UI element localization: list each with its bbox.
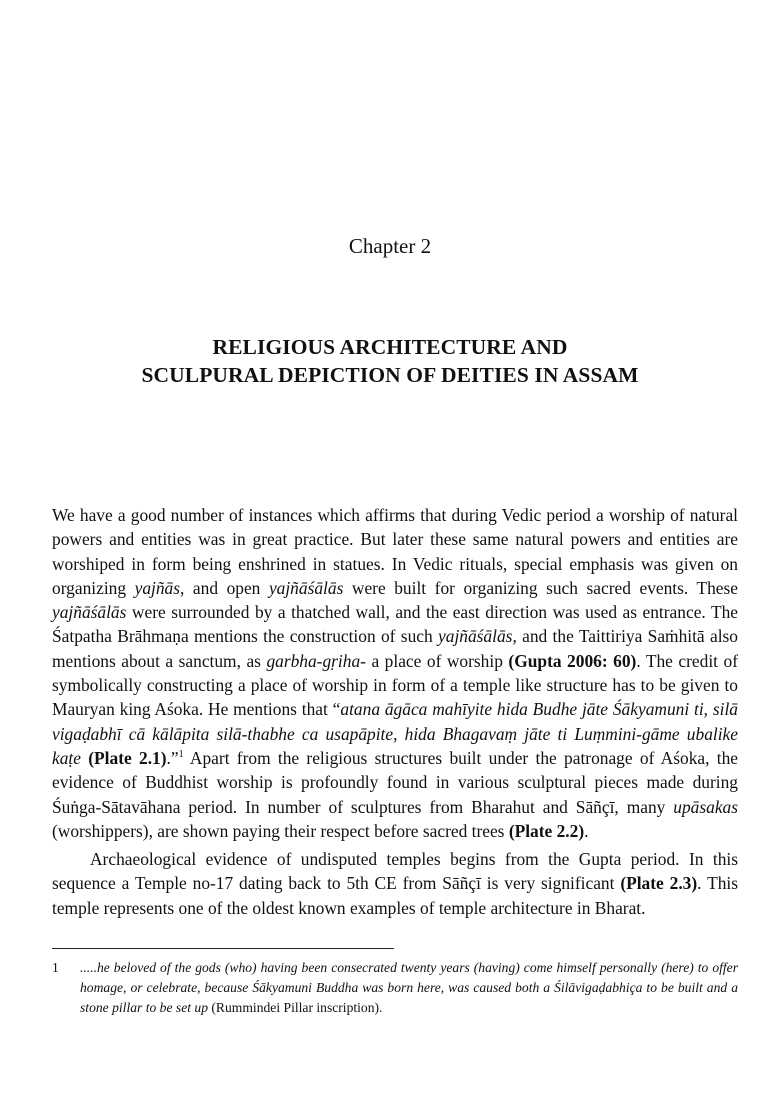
italic-term: yajñāśālās bbox=[268, 577, 344, 598]
footnote bbox=[52, 958, 738, 1018]
italic-term: yajñās bbox=[134, 577, 181, 598]
text-run: a place of worship bbox=[365, 650, 509, 671]
text-run: .” bbox=[166, 747, 179, 768]
text-run: . bbox=[584, 820, 589, 841]
italic-term: yajñāśālās bbox=[438, 626, 513, 647]
text-run: . The credit of symbolically constructing a place of worship in form of a temple like structure has to be given to Mauryan king Aśoka. He mentions that “ bbox=[52, 650, 738, 720]
text-run: , and the Taittiriya Saṁhitā also mentions about a sanctum, as bbox=[52, 626, 738, 671]
text-run: We have a good number of instances which affirms that during Vedic period a worship of natural powers and entities was in great practice. But later these same natural powers and entities are worshiped in form being enshrined in statues. In Vedic rituals, special emphasis was given on organizing bbox=[52, 505, 738, 598]
footnote-italic: .....he beloved of the gods (who) having been consecrated twenty years (having) come himself personally (here) to offer homage, or celebrate, because Śākyamuni Buddha was born here, was caused both a Śilāvigaḍabhiça to be built and a stone pillar to be set up bbox=[80, 960, 738, 1015]
text-run: Apart from the religious structures built under the patronage of Aśoka, the evidence of Buddhist worship is profoundly found in various sculptural pieces made during Śuṅga-Sātavāhana period. In number of sculptures from Bharahut and Sāñçī, many bbox=[52, 747, 738, 817]
text-run: . This temple represents one of the oldest known examples of temple architecture in Bharat. bbox=[52, 873, 738, 918]
footnote-divider bbox=[52, 948, 394, 949]
footnote-text bbox=[80, 958, 738, 1018]
text-run: Archaeological evidence of undisputed temples begins from the Gupta period. In this sequence a Temple no-17 dating back to 5th CE from Sāñçī is very significant bbox=[52, 849, 738, 894]
italic-term: upāsakas bbox=[673, 796, 738, 817]
title-line-1: RELIGIOUS ARCHITECTURE AND bbox=[212, 335, 568, 359]
title-line-2: SCULPURAL DEPICTION OF DEITIES IN ASSAM bbox=[141, 363, 639, 387]
italic-term: garbha-gṛiha- bbox=[266, 650, 366, 671]
paragraph-2 bbox=[52, 847, 738, 920]
text-run: were built for organizing such sacred events. These bbox=[343, 577, 739, 598]
plate-reference: (Plate 2.3) bbox=[620, 873, 698, 894]
paragraph-1 bbox=[52, 503, 738, 843]
chapter-label: Chapter 2 bbox=[348, 234, 432, 258]
chapter-title bbox=[60, 333, 720, 389]
inscription-quote: atana āgāca mahīyite hida Budhe jāte Śākyamuni ti, silā vigaḍabhī cā kālāpita silā-thabhe ca usapāpite, hida Bhagavaṃ jāte ti Luṃmini-gāme ubalike kaṭe bbox=[52, 699, 738, 768]
body-text bbox=[52, 503, 738, 920]
citation: (Gupta 2006: 60) bbox=[508, 650, 637, 671]
plate-reference: (Plate 2.2) bbox=[508, 820, 585, 841]
text-run: were surrounded by a thatched wall, and the east direction was used as entrance. The Śatpatha Brāhmaṇa mentions the construction of such bbox=[52, 602, 738, 647]
text-run: , and open bbox=[180, 577, 269, 598]
italic-term: yajñāśālās bbox=[52, 602, 127, 623]
text-run: (worshippers), are shown paying their respect before sacred trees bbox=[52, 820, 509, 841]
footnote-marker[interactable]: 1 bbox=[178, 749, 184, 761]
footnote-source: (Rummindei Pillar inscription). bbox=[208, 1000, 383, 1015]
plate-reference: (Plate 2.1) bbox=[88, 747, 167, 768]
footnote-number: 1 bbox=[52, 960, 59, 975]
